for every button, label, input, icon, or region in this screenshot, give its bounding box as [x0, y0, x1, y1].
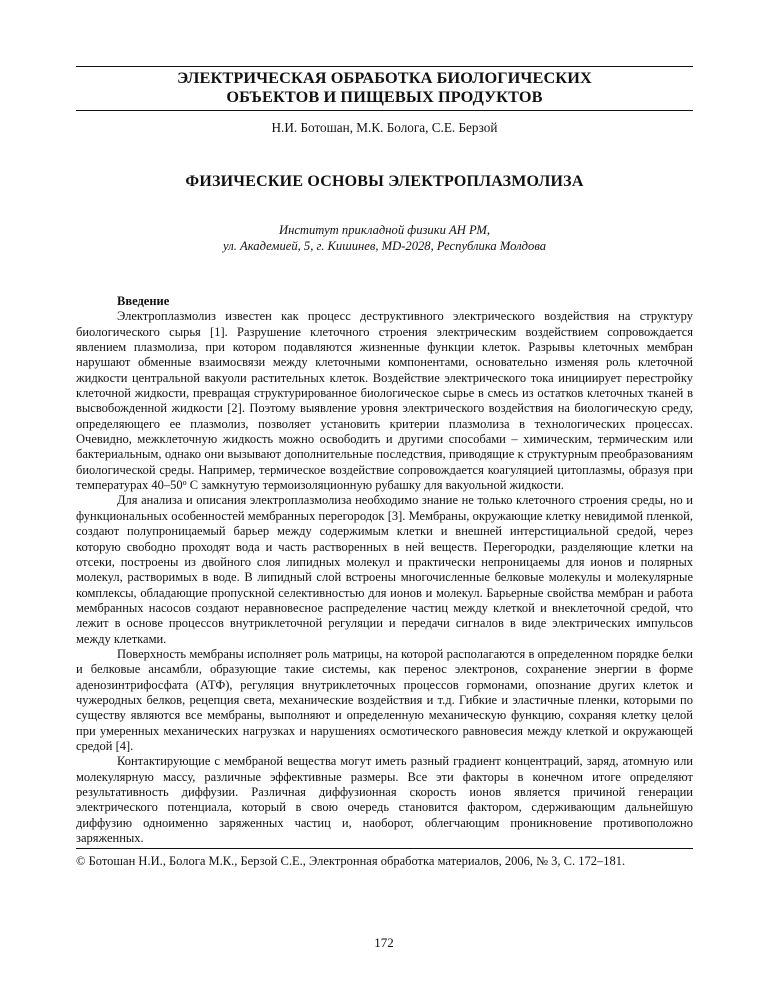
affiliation	[76, 222, 693, 254]
paragraph-3: Поверхность мембраны исполняет роль матрицы, на которой располагаются в определенном порядке белки и белковые ансамбли, образующие такие системы, как перенос электронов, сохранение энергии в форме аденозинтрифосфата (АТФ), регуляция внутриклеточных процессов гормонами, опознание других клеток и чужеродных белков, рецепция света, механические воздействия и т.д. Гибкие и эластичные пленки, которыми по существу являются все мембраны, выполняют и определенную механическую функцию, сохраняя клетку целой при умеренных механических нагрузках и нарушениях осмотического равновесия между клеткой и окружающей средой [4].	[76, 646, 693, 753]
article-title: ФИЗИЧЕСКИЕ ОСНОВЫ ЭЛЕКТРОПЛАЗМОЛИЗА	[185, 173, 584, 190]
paragraph-4: Контактирующие с мембраной вещества могут иметь разный градиент концентраций, заряд, атомную или молекулярную массу, различные эффективные размеры. Все эти факторы в конечном итоге определяют результативность диффузии. Различная диффузионная скорость ионов является причиной генерации электрического потенциала, который в свою очередь становится фактором, сдерживающим дальнейшую диффузию одноименно заряженных частиц и, наоборот, облегчающим проникновение противоположно заряженных.	[76, 754, 693, 846]
header-top-rule	[76, 66, 693, 67]
affiliation-line-1: Институт прикладной физики АН РМ,	[278, 223, 490, 237]
header-bottom-rule	[76, 110, 693, 111]
paragraph-1	[76, 309, 693, 493]
section-header-line-1: ЭЛЕКТРИЧЕСКАЯ ОБРАБОТКА БИОЛОГИЧЕСКИХ	[177, 68, 592, 87]
paragraph-2: Для анализа и описания электроплазмолиза необходимо знание не только клеточного строения среды, но и функциональных особенностей мембранных перегородок [3]. Мембраны, окружающие клетку невидимой пленкой, создают полупроницаемый барьер между содержимым клетки и внешней интерстициальной средой, через которую свободно проходят вода и часть растворенных в ней веществ. Перегородки, разделяющие клетки на отсеки, построены из двойного слоя липидных молекул и практически непроницаемы для ионов и полярных молекул, растворимых в воде. В липидный слой встроены многочисленные белковые молекулы и молекулярные комплексы, обладающие пропускной селективностью для ионов и молекул. Барьерные свойства мембран и работа мембранных насосов создают неравновесное распределение частиц между клеткой и внеклеточной средой, что лежит в основе процессов внутриклеточной регуляции и передачи сигналов в виде электрических импульсов между клетками.	[76, 493, 693, 646]
paragraph-1-text-a: Электроплазмолиз известен как процесс деструктивного электрического воздействия на структуру биологического сырья [1]. Разрушение клеточного строения электрическим воздействием сопровождается явлением плазмолиза, при котором подавляются жизненные функции клеток. Разрывы клеточных мембран нарушают обменные взаимосвязи между клеточными компонентами, основательно изменяя роль клеточной жидкости центральной вакуоли растительных клеток. Воздействие электрического тока инициирует перестройку клеточной жидкости, превращая структурированное биологическое сырье в смесь из остатков клеточных тканей в высвобожденной жидкости [2]. Поэтому выявление уровня электрического воздействия на биологическую среду, определяющего ее плазмолиз, позволяет установить критерии плазмолиза в технологических процессах. Очевидно, межклеточную жидкость можно освободить и другими способами – химическим, термическим или бактериальным, однако они вызывают дополнительные последствия, приводящие к структурным преобразованиям биологической среды. Например, термическое воздействие сопровождается коагуляцией цитоплазмы, образуя при температурах 40–50	[76, 309, 693, 493]
footnote-rule	[76, 848, 693, 849]
copyright-footnote: © Ботошан Н.И., Болога М.К., Берзой С.Е., Электронная обработка материалов, 2006, № 3, С. 172–181.	[76, 854, 626, 868]
authors: Н.И. Ботошан, М.К. Болога, С.Е. Берзой	[271, 120, 498, 135]
page-number: 172	[374, 935, 394, 950]
affiliation-line-2: ул. Академией, 5, г. Кишинев, MD-2028, Республика Молдова	[223, 239, 546, 253]
section-header	[76, 68, 693, 106]
section-header-line-2: ОБЪЕКТОВ И ПИЩЕВЫХ ПРОДУКТОВ	[226, 87, 543, 106]
degree-sup: о	[182, 478, 187, 488]
section-heading-introduction: Введение	[117, 294, 170, 308]
paragraph-1-text-b: С замкнутую термоизоляционную рубашку для вакуольной жидкости.	[186, 478, 565, 493]
article-body	[76, 294, 693, 846]
